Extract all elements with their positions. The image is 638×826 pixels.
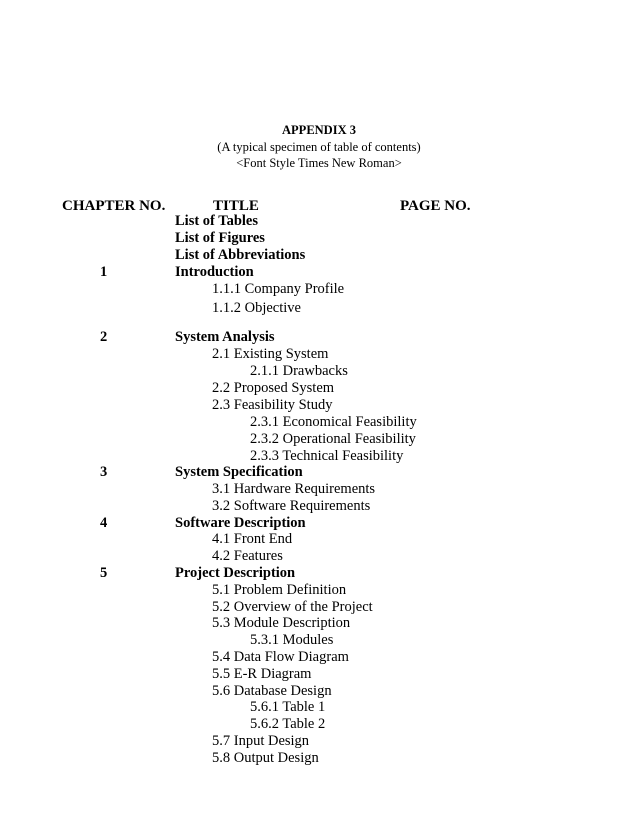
section-entry: 1.1.1 Company Profile xyxy=(212,281,345,297)
section-entry: 5.4 Data Flow Diagram xyxy=(212,649,349,665)
column-header-page: PAGE NO. xyxy=(400,198,471,214)
subsection-entry: 5.6.1 Table 1 xyxy=(250,699,326,715)
subsection-entry: 5.6.2 Table 2 xyxy=(250,716,326,732)
subsection-entry: 2.1.1 Drawbacks xyxy=(250,363,348,379)
section-entry: 3.2 Software Requirements xyxy=(212,498,371,514)
section-entry: 5.3 Module Description xyxy=(212,615,351,631)
subsection-entry: 5.3.1 Modules xyxy=(250,632,334,648)
section-entry: 5.6 Database Design xyxy=(212,683,332,699)
front-matter-item: List of Tables xyxy=(175,213,258,229)
subsection-entry: 2.3.1 Economical Feasibility xyxy=(250,414,417,430)
section-entry: 5.7 Input Design xyxy=(212,733,310,749)
section-entry: 5.1 Problem Definition xyxy=(212,582,347,598)
chapter-title: Introduction xyxy=(175,264,254,280)
front-matter-item: List of Figures xyxy=(175,230,265,246)
section-entry: 3.1 Hardware Requirements xyxy=(212,481,376,497)
column-header-chapter: CHAPTER NO. xyxy=(62,198,166,214)
section-entry: 2.2 Proposed System xyxy=(212,380,335,396)
section-entry: 5.2 Overview of the Project xyxy=(212,599,373,615)
column-header-title: TITLE xyxy=(213,198,259,214)
section-entry: 2.1 Existing System xyxy=(212,346,329,362)
section-entry: 2.3 Feasibility Study xyxy=(212,397,333,413)
subsection-entry: 2.3.3 Technical Feasibility xyxy=(250,448,404,464)
section-entry: 4.1 Front End xyxy=(212,531,293,547)
subsection-entry: 2.3.2 Operational Feasibility xyxy=(250,431,416,447)
appendix-subtitle: (A typical specimen of table of contents) xyxy=(217,140,421,154)
chapter-number: 4 xyxy=(100,515,108,531)
chapter-number: 1 xyxy=(100,264,108,280)
chapter-title: System Analysis xyxy=(175,329,275,345)
section-entry: 4.2 Features xyxy=(212,548,283,564)
chapter-number: 5 xyxy=(100,565,108,581)
section-entry: 5.8 Output Design xyxy=(212,750,319,766)
section-entry: 5.5 E-R Diagram xyxy=(212,666,312,682)
chapter-title: Software Description xyxy=(175,515,306,531)
chapter-number: 3 xyxy=(100,464,108,480)
chapter-title: Project Description xyxy=(175,565,296,581)
chapter-number: 2 xyxy=(100,329,108,345)
font-note: <Font Style Times New Roman> xyxy=(236,156,402,170)
section-entry: 1.1.2 Objective xyxy=(212,300,301,316)
chapter-title: System Specification xyxy=(175,464,303,480)
appendix-title: APPENDIX 3 xyxy=(282,123,356,137)
front-matter-item: List of Abbreviations xyxy=(175,247,306,263)
